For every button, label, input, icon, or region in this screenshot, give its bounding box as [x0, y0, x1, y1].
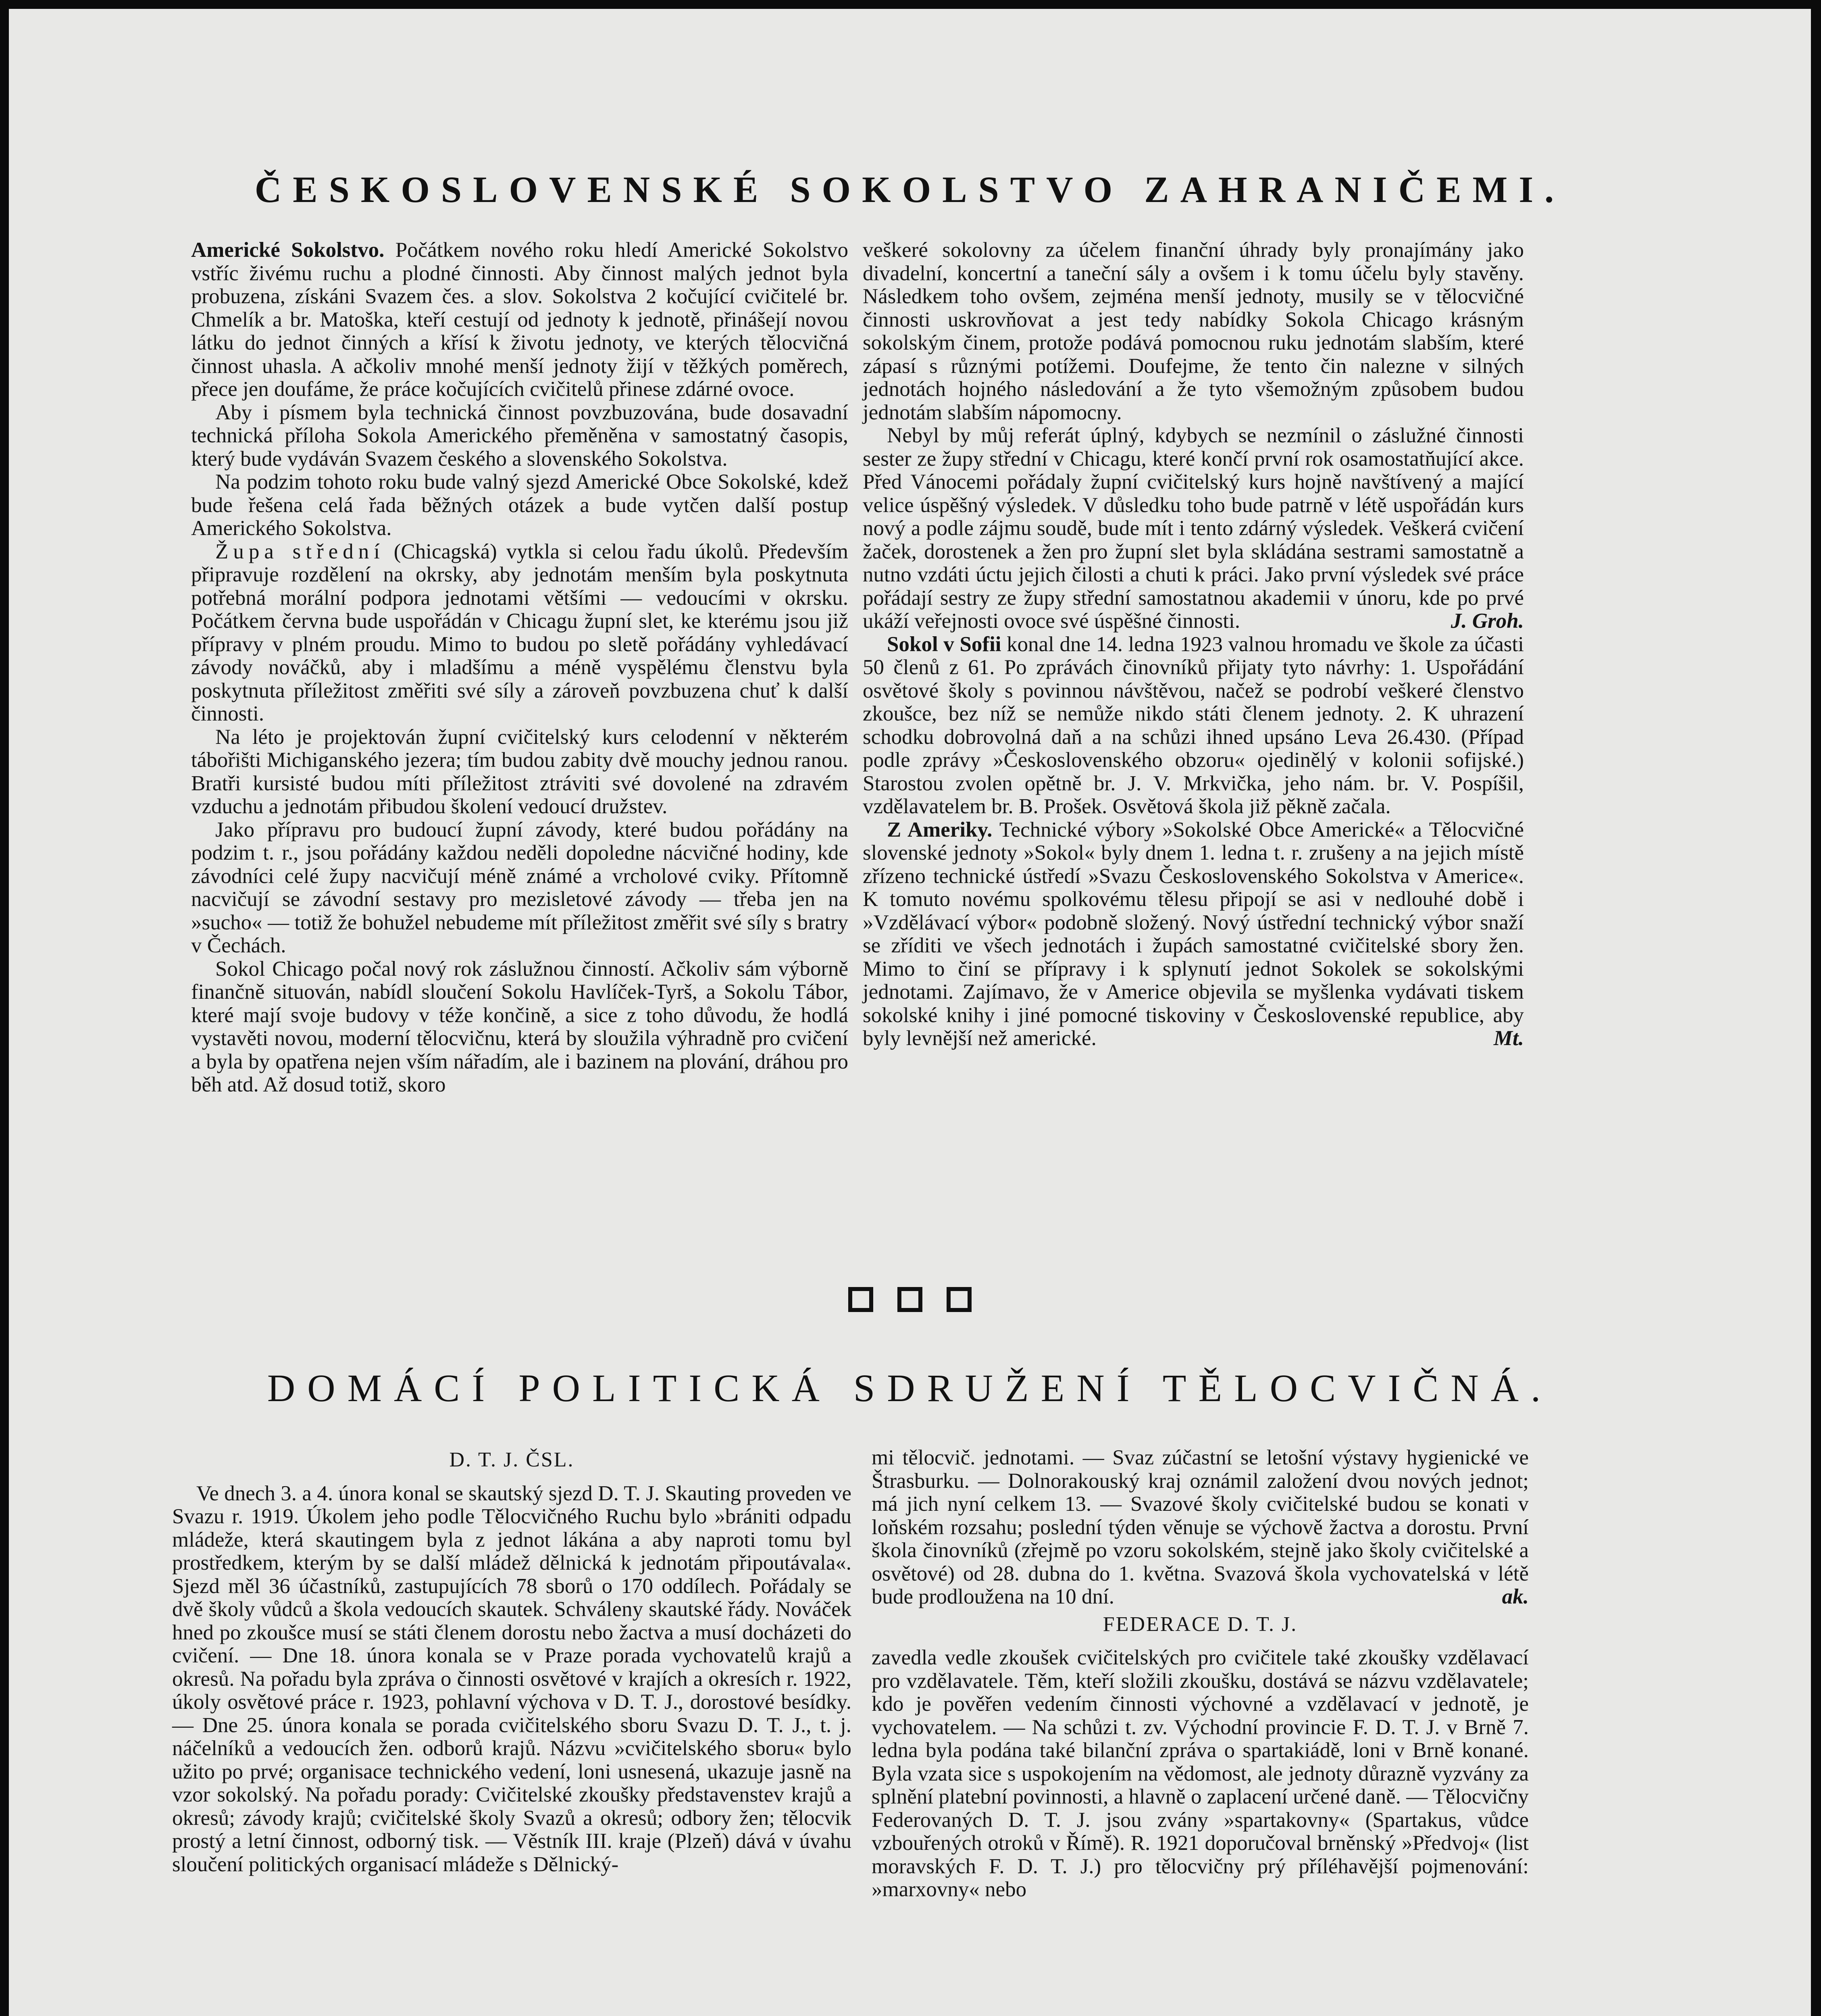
paragraph: Z Ameriky. Technické výbory »Sokolské Obce Americké« a Tělocvičné slovenské jednoty »Sokol« byly dnem 1. ledna t. r. zrušeny a na jejich místě zřízeno technické ústředí »Svazu Československého Sokolstva v Americe«. K tomuto novému spolkovému tělesu připojí se asi v nedlouhé době i »Vzdělávací výbor« podobně složený. Nový ústřední technický výbor snaží se zříditi ve všech jednotách i župách samostatné cvičitelské sbory žen. Mimo to činí se přípravy i k splynutí jednot Sokolek se sokolskými jednotami. Zajímavo, že v Americe objevila se myšlenka vydávati tiskem sokolské knihy i jiné pomocné tiskoviny v Československé republice, aby byly levnější než americké. Mt. — [863, 818, 1524, 1050]
paragraph: Nebyl by můj referát úplný, kdybych se nezmínil o záslužné činnosti sester ze župy střední v Chicagu, které končí první rok osamostatňující akce. Před Vánocemi pořádaly župní cvičitelský kurs hojně navštívený a mající velice úspěšný výsledek. V důsledku toho bude patrně v létě uspořádán kurs nový a podle zájmu soudě, bude mít i tento zdárný výsledek. Veškerá cvičení žaček, dorostenek a žen pro župní slet byla skládána sestrami samostatně a nutno vzdáti úctu jejich čilosti a chuti k práci. Jako první výsledek své práce pořádají sestry ze župy střední samostatnou akademii v únoru, kde po prvé ukáží veřejnosti ovoce své úspěšné činnosti. J. Groh. — [863, 424, 1524, 633]
section-title-politicka-sdruzeni: DOMÁCÍ POLITICKÁ SDRUŽENÍ TĚLOCVIČNÁ. — [267, 1366, 1553, 1410]
author-signature: Mt. — [1493, 1027, 1524, 1050]
paragraph: Americké Sokolstvo. Počátkem nového roku hledí Americké Sokolstvo vstříc živému ruchu a plodné činnosti. Aby činnost malých jednot byla probuzena, získáni Svazem čes. a slov. Sokolstva 2 kočující cvičitelé br. Chmelík a br. Matoška, kteří cestují od jednoty k jednotě, přinášejí novou látku do jednot činných a křísí k životu jednoty, ve kterých tělocvičná činnost uhasla. A ačkoliv mnohé menší jednoty žijí v těžkých poměrech, přece jen doufáme, že práce kočujících cvičitelů přinese zdárné ovoce. — [191, 238, 848, 401]
column-left-bottom — [172, 1444, 851, 1876]
author-signature: J. Groh. — [1451, 609, 1524, 633]
paragraph-lead: Sokol v Sofii — [887, 632, 1001, 656]
column-left-top — [191, 239, 848, 1097]
paragraph: veškeré sokolovny za účelem finanční úhrady byly pronajímány jako divadelní, koncertní a taneční sály a ovšem i k tomu účelu byly stavěny. Následkem toho ovšem, zejména menší jednoty, musily se v tělocvičné činnosti uskrovňovat a jest tedy nabídky Sokola Chicago krásným sokolským činem, protože podává pomocnou ruku jednotám slabším, které zápasí s různými potížemi. Doufejme, že tento čin nalezne v silných jednotách hojného následování a že tyto všemožným způsobem budou jednotám slabším nápomocny. — [863, 238, 1524, 424]
paragraph: Na léto je projektován župní cvičitelský kurs celodenní v některém tábořišti Michiganského jezera; tím budou zabity dvě mouchy jednou ranou. Bratři kursisté budou míti příležitost ztráviti své dovolené na zdravém vzduchu a jednotám přibudou školení vedoucí družstev. — [191, 725, 848, 818]
paragraph: Aby i písmem byla technická činnost povzbuzována, bude dosavadní technická příloha Sokola Amerického přeměněna v samostatný časopis, který bude vydáván Svazem českého a slovenského Sokolstva. — [191, 400, 848, 471]
paragraph: Ve dnech 3. a 4. února konal se skautský sjezd D. T. J. Skauting proveden ve Svazu r. 1919. Úkolem jeho podle Tělocvičného Ruchu bylo »brániti odpadu mládeže, která skautingem byla z jednot lákána a aby naproti tomu byl prostředkem, kterým by se další mládež dělnická k jednotám připoutávala«. Sjezd měl 36 účastníků, zastupujících 78 sborů o 170 oddílech. Pořádaly se dvě školy vůdců a škola vedoucích skautek. Schváleny skautské řády. Nováček hned po zkoušce musí se státi členem dorostu nebo žactva a musí docházeti do cvičení. — Dne 18. února konala se v Praze porada vychovatelů krajů a okresů. Na pořadu byla zpráva o činnosti osvětové v krajích a okresích r. 1922, úkoly osvětové práce r. 1923, pohlavní výchova v D. T. J., dorostové besídky. — Dne 25. února konala se porada cvičitelského sboru Svazu D. T. J., t. j. náčelníků a vedoucích žen. odborů krajů. Názvu »cvičitelského sboru« bylo užito po prvé; organisace technického vedení, loni usnesená, ukazuje jasně na vzor sokolský. Na pořadu porady: Cvičitelské zkoušky představenstev krajů a okresů; závody krajů; cvičitelské školy Svazů a okresů; odbory žen; tělocvik prostý a letní činnost, odborný tisk. — Věstník III. kraje (Plzeň) dává v úvahu sloučení politických organisací mládeže s Dělnický- — [172, 1481, 851, 1876]
paragraph-lead: Župa střední — [215, 539, 385, 563]
subsection-heading: D. T. J. ČSL. — [449, 1448, 574, 1471]
paragraph: Sokol v Sofii konal dne 14. ledna 1923 valnou hromadu ve škole za účasti 50 členů z 61. Po zprávách činovníků přijaty tyto návrhy: 1. Uspořádání osvětové školy s povinnou návštěvou, načež se podrobí veškeré členstvo zkoušce, bez níž se nemůže nikdo státi členem jednoty. 2. K uhrazení schodku dobrovolná daň a na schůzi ihned upsáno Leva 26.430. (Případ podle zprávy »Československého obzoru« ojedinělý v kolonii sofijské.) Starostou zvolen opětně br. J. V. Mrkvička, jeho nám. br. V. Pospíšil, vzdělavatelem br. B. Prošek. Osvětová škola již pěkně začala. — [863, 632, 1524, 818]
section-title-sokolstvo: ČESKOSLOVENSKÉ SOKOLSTVO ZAHRANIČEMI. — [254, 169, 1565, 210]
subsection-heading: FEDERACE D. T. J. — [1103, 1612, 1298, 1636]
divider-square — [848, 1287, 873, 1312]
divider-square — [897, 1287, 922, 1312]
paragraph: Sokol Chicago počal nový rok záslužnou činností. Ačkoliv sám výborně finančně situován, nabídl sloučení Sokolu Havlíček-Tyrš, a Sokolu Tábor, které mají svoje budovy v téže končině, a sice z toho důvodu, že hodlá vystavěti novou, moderní tělocvičnu, která by sloužila výhradně pro cvičení a byla by opatřena nejen vším nářadím, ale i bazinem na plování, dráhou pro běh atd. Až dosud totiž, skoro — [191, 957, 848, 1096]
paragraph-lead: Z Ameriky. — [887, 818, 993, 841]
document-page — [9, 9, 1811, 2016]
paragraph: zavedla vedle zkoušek cvičitelských pro cvičitele také zkoušky vzdělavací pro vzdělavatele. Těm, kteří složili zkoušku, dostává se názvu vzdělavatele; kdo je pověřen vedením činnosti výchovné a vzdělavací v jednotě, je vychovatelem. — Na schůzi t. zv. Východní provincie F. D. T. J. v Brně 7. ledna byla podána také bilanční zpráva o spartakiádě, loni v Brně konané. Byla vzata sice s uspokojením na vědomost, ale jednoty důrazně vyzvány za splnění platební povinnosti, a hlavně o zaplacení určené daně. — Tělocvičny Federovaných D. T. J. jsou zvány »spartakovny« (Spartakus, vůdce vzbouřených otroků v Římě). R. 1921 doporučoval brněnský »Předvoj« (list moravských F. D. T. J.) pro tělocvičny prý příléhavější pojmenování: »marxovny« nebo — [872, 1646, 1529, 1901]
paragraph: Na podzim tohoto roku bude valný sjezd Americké Obce Sokolské, kdež bude řešena celá řada běžných otázek a bude vytčen další postup Amerického Sokolstva. — [191, 470, 848, 540]
paragraph: Jako přípravu pro budoucí župní závody, které budou pořádány na podzim t. r., jsou pořádány každou neděli dopoledne nácvičné hodiny, kde závodníci celé župy nacvičují méně známé a vrcholové cviky. Přítomně nacvičují se závodní sestavy pro mezisletové závody — třeba jen na »sucho« — totiž že bohužel nebudeme mít příležitost změřit své síly s bratry v Čechách. — [191, 818, 848, 957]
column-right-top — [863, 239, 1524, 1050]
paragraph: Župa střední (Chicagská) vytkla si celou řadu úkolů. Především připravuje rozdělení na okrsky, aby jednotám menším byla poskytnuta potřebná morální podpora jednotami většími — vedoucími v okrsku. Počátkem června bude uspořádán v Chicagu župní slet, ke kterému jsou již přípravy v plném proudu. Mimo to budou po sletě pořádány vyhledávací závody nováčků, aby i mladšímu a méně vyspělému členstvu byla poskytnuta příležitost změřiti své síly a zároveň povzbuzena chuť k další činnosti. — [191, 539, 848, 725]
section-divider — [9, 1287, 1811, 1312]
paragraph: mi tělocvič. jednotami. — Svaz zúčastní se letošní výstavy hygienické ve Štrasburku. — Dolnorakouský kraj oznámil založení dvou nových jednot; má jich nyní celkem 13. — Svazové školy cvičitelské budou se konati v loňském rozsahu; poslední týden věnuje se výchově žactva a dorostu. První škola činovníků (zřejmě po vzoru sokolském, stejně jako školy cvičitelské a osvětové) od 28. dubna do 1. května. Svazová škola vychovatelská v létě bude prodloužena na 10 dní. ak. — [872, 1446, 1529, 1608]
author-signature: ak. — [1502, 1585, 1529, 1608]
paragraph-lead: Americké Sokolstvo. — [191, 238, 385, 262]
column-right-bottom — [872, 1446, 1529, 1901]
divider-square — [947, 1287, 972, 1312]
